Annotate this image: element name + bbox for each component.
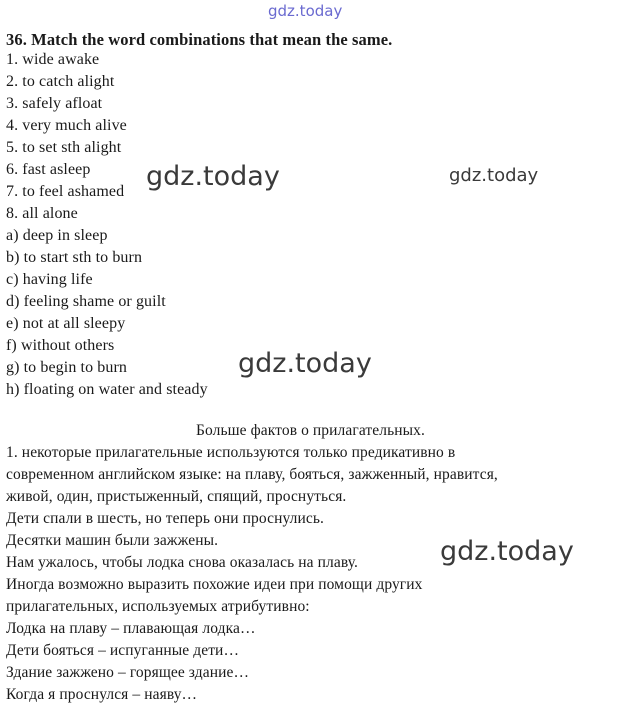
list-item: h) floating on water and steady <box>6 381 208 398</box>
notes-line: современном английском языке: на плаву, бояться, зажженный, нравится, <box>6 466 498 483</box>
list-item: d) feeling shame or guilt <box>6 293 166 310</box>
list-item: 3. safely afloat <box>6 95 103 112</box>
notes-line: прилагательных, используемых атрибутивно: <box>6 598 310 615</box>
exercise-title: 36. Match the word combinations that mean the same. <box>6 30 393 49</box>
list-item: a) deep in sleep <box>6 227 108 244</box>
watermark-top: gdz.today <box>268 2 343 20</box>
watermark: gdz.today <box>238 348 372 379</box>
notes-line: Иногда возможно выразить похожие идеи при помощи других <box>6 576 423 593</box>
notes-line: Дети бояться – испуганные дети… <box>6 642 240 659</box>
list-item: e) not at all sleepy <box>6 315 126 332</box>
notes-line: живой, один, пристыженный, спящий, проснуться. <box>6 488 347 505</box>
notes-line: Когда я проснулся – наяву… <box>6 686 198 703</box>
list-item: f) without others <box>6 337 115 354</box>
notes-heading: Больше фактов о прилагательных. <box>195 422 425 439</box>
list-item: 2. to catch alight <box>6 73 115 90</box>
list-item: 4. very much alive <box>6 117 127 134</box>
list-item: 6. fast asleep <box>6 161 91 178</box>
notes-line: 1. некоторые прилагательные используются только предикативно в <box>6 444 456 461</box>
list-item: 8. all alone <box>6 205 78 222</box>
list-item: 7. to feel ashamed <box>6 183 125 200</box>
list-item: g) to begin to burn <box>6 359 127 376</box>
notes-line: Лодка на плаву – плавающая лодка… <box>6 620 256 637</box>
list-item: 5. to set sth alight <box>6 139 122 156</box>
notes-line: Десятки машин были зажжены. <box>6 532 219 549</box>
notes-line: Нам ужалось, чтобы лодка снова оказалась на плаву. <box>6 554 358 571</box>
watermark: gdz.today <box>146 161 280 192</box>
notes-line: Здание зажжено – горящее здание… <box>6 664 250 681</box>
watermark: gdz.today <box>449 165 539 186</box>
list-item: 1. wide awake <box>6 51 100 68</box>
notes-line: Дети спали в шесть, но теперь они проснулись. <box>6 510 324 527</box>
watermark: gdz.today <box>440 536 574 567</box>
list-item: c) having life <box>6 271 93 288</box>
list-item: b) to start sth to burn <box>6 249 143 266</box>
